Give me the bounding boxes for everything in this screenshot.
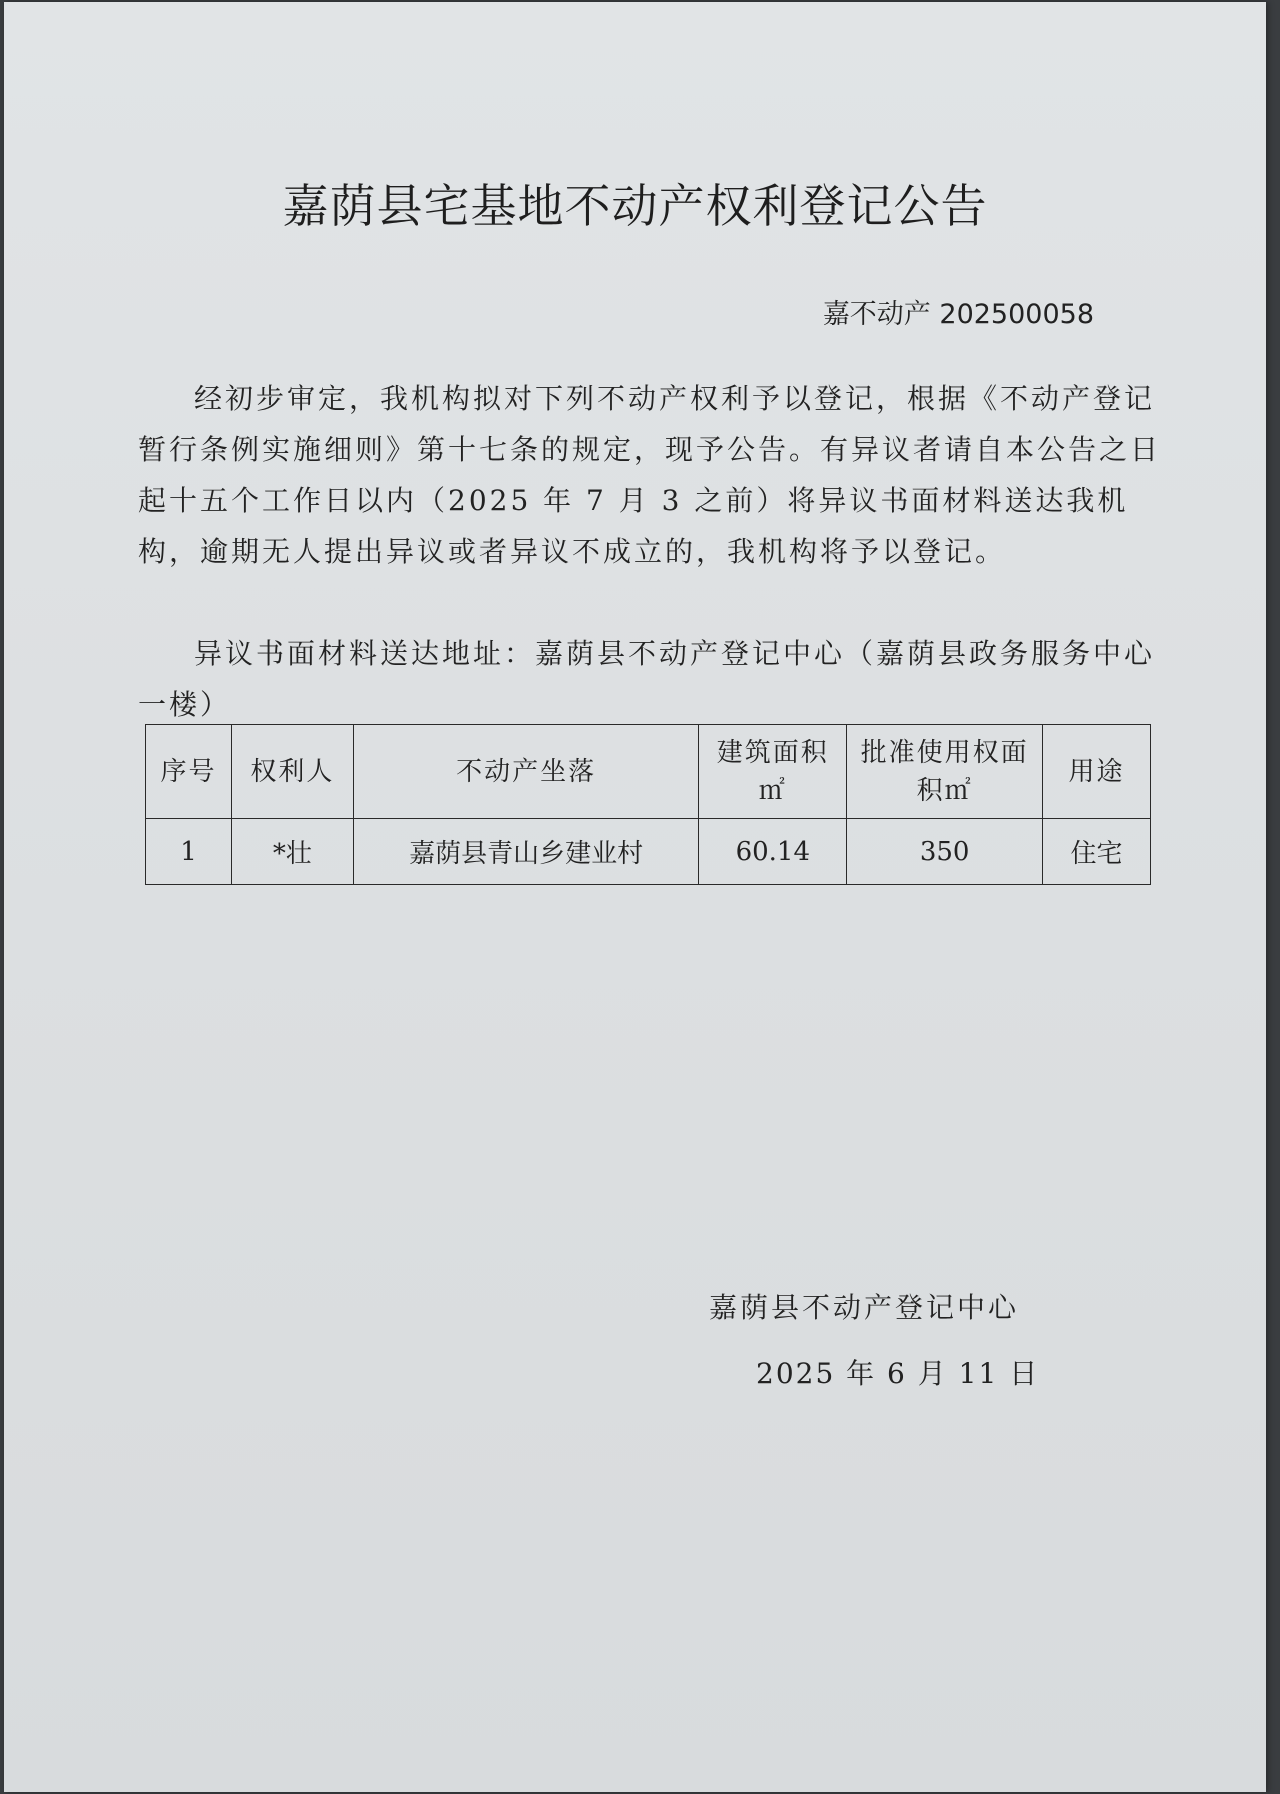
document-number: 嘉不动产 202500058 bbox=[822, 299, 1094, 330]
notice-paper bbox=[4, 2, 1266, 1792]
header-location: 不动产坐落 bbox=[353, 725, 699, 819]
cell-approved-area: 350 bbox=[847, 819, 1043, 885]
header-usage: 用途 bbox=[1043, 725, 1151, 819]
table-row bbox=[146, 819, 1151, 885]
cell-location: 嘉荫县青山乡建业村 bbox=[353, 819, 699, 885]
notice-paragraph-1: 经初步审定，我机构拟对下列不动产权利予以登记，根据《不动产登记暂行条例实施细则》第十七条的规定，现予公告。有异议者请自本公告之日起十五个工作日以内（2025 年 7 月 3 之前）将异议书面材料送达我机构，逾期无人提出异议或者异议不成立的，我机构将予以登记。 bbox=[138, 382, 1162, 568]
notice-paragraph-2: 异议书面材料送达地址：嘉荫县不动产登记中心（嘉荫县政务服务中心一楼） bbox=[138, 637, 1156, 721]
cell-building-area: 60.14 bbox=[699, 819, 847, 885]
registration-table bbox=[145, 724, 1151, 885]
header-approved-area: 批准使用权面积㎡ bbox=[847, 725, 1043, 819]
signature-organization: 嘉荫县不动产登记中心 bbox=[709, 1291, 1020, 1324]
table-header-row bbox=[146, 725, 1151, 819]
cell-usage: 住宅 bbox=[1043, 819, 1151, 885]
notice-title: 嘉荫县宅基地不动产权利登记公告 bbox=[282, 179, 988, 233]
header-right-holder: 权利人 bbox=[231, 725, 353, 819]
cell-right-holder: *壮 bbox=[231, 819, 353, 885]
header-serial: 序号 bbox=[146, 725, 232, 819]
cell-serial: 1 bbox=[146, 819, 232, 885]
header-building-area: 建筑面积㎡ bbox=[699, 725, 847, 819]
signature-date: 2025 年 6 月 11 日 bbox=[756, 1357, 1040, 1390]
